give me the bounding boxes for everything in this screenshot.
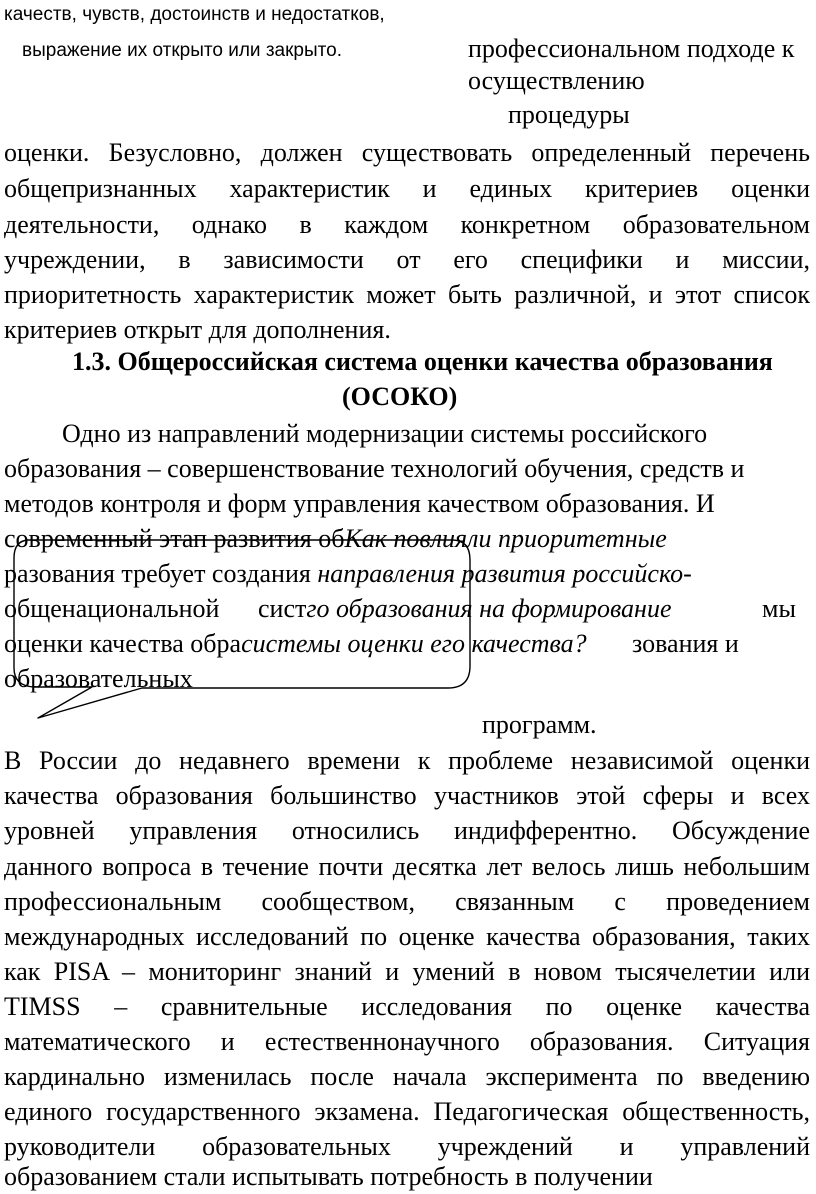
p3-line-3: уровней управления относились индифферентно. Обсуждение: [4, 816, 810, 845]
top-left-line-2: выражение их открыто или закрыто.: [22, 40, 342, 61]
p3-line-13: образованием стали испытывать потребность в получении: [4, 1162, 653, 1191]
p3-line-10: кардинально изменилась после начала эксперимента по введению: [4, 1062, 810, 1091]
p3-line-9: математического и естественнонаучного образования. Ситуация: [4, 1027, 810, 1056]
section-heading-line-2: (ОСОКО): [342, 382, 458, 411]
p3-line-8: TIMSS – сравнительные исследования по оценке качества: [4, 992, 810, 1021]
p1-line-6: критериев открыт для дополнения.: [4, 315, 391, 344]
p3-line-6: международных исследований по оценке качества образования, таких: [4, 922, 810, 951]
callout-line-1: Как повлияли приоритетные: [344, 524, 667, 553]
p1-line-2: общепризнанных характеристик и единых критериев оценки: [4, 174, 810, 203]
p1-line-5: приоритетность характеристик может быть различной, и этот список: [4, 280, 810, 309]
p1-line-1: оценки. Безусловно, должен существовать определенный перечень: [4, 138, 810, 167]
p2-line-1: Одно из направлений модернизации системы российского: [62, 419, 708, 448]
callout-line-4: системы оценки его качества?: [241, 629, 587, 658]
p2-line-6-c: мы: [762, 594, 796, 623]
p2-line-8: образовательных: [4, 664, 193, 693]
callout-line-2: направления развития российско-: [317, 559, 692, 588]
p2-line-4-text: современный этап развития об: [4, 524, 345, 553]
p3-line-2: качества образования большинство участников этой сферы и всех: [4, 781, 810, 810]
p3-line-5: профессиональным сообществом, связанным с проведением: [4, 887, 810, 916]
p2-line-9: программ.: [482, 710, 597, 739]
callout-line-3: го образования на формирование: [306, 594, 672, 623]
p3-line-4: данного вопроса в течение почти десятка лет велось лишь небольшим: [4, 852, 810, 881]
top-right-line-1: профессиональном подходе к: [468, 34, 795, 63]
section-heading-line-1: 1.3. Общероссийская система оценки качества образования: [72, 347, 773, 376]
p3-line-11: единого государственного экзамена. Педагогическая общественность,: [4, 1097, 810, 1126]
p2-line-7-text: оценки качества обра: [4, 629, 242, 658]
p2-line-5-text: разования требует создания: [4, 559, 318, 588]
p1-line-4: учреждении, в зависимости от его специфики и миссии,: [4, 245, 810, 274]
p3-line-12: руководители образовательных учреждений и управлений: [4, 1132, 810, 1161]
p3-line-1: В России до недавнего времени к проблеме независимой оценки: [4, 746, 810, 775]
top-right-line-3: процедуры: [508, 100, 630, 129]
p2-line-6-b-text: сист: [258, 594, 307, 623]
p2-line-2: образования – совершенствование технологий обучения, средств и: [4, 454, 745, 483]
p2-line-3: методов контроля и форм управления качеством образования. И: [4, 489, 715, 518]
top-left-line-1: качеств, чувств, достоинств и недостатков,: [4, 4, 385, 25]
p2-line-7-b: зования и: [632, 629, 739, 658]
p3-line-7: как PISA – мониторинг знаний и умений в новом тысячелетии или: [4, 957, 810, 986]
p1-line-3: деятельности, однако в каждом конкретном образовательном: [4, 210, 810, 239]
top-right-line-2: осуществлению: [468, 66, 645, 95]
p2-line-6-a: общенациональной: [4, 594, 220, 623]
